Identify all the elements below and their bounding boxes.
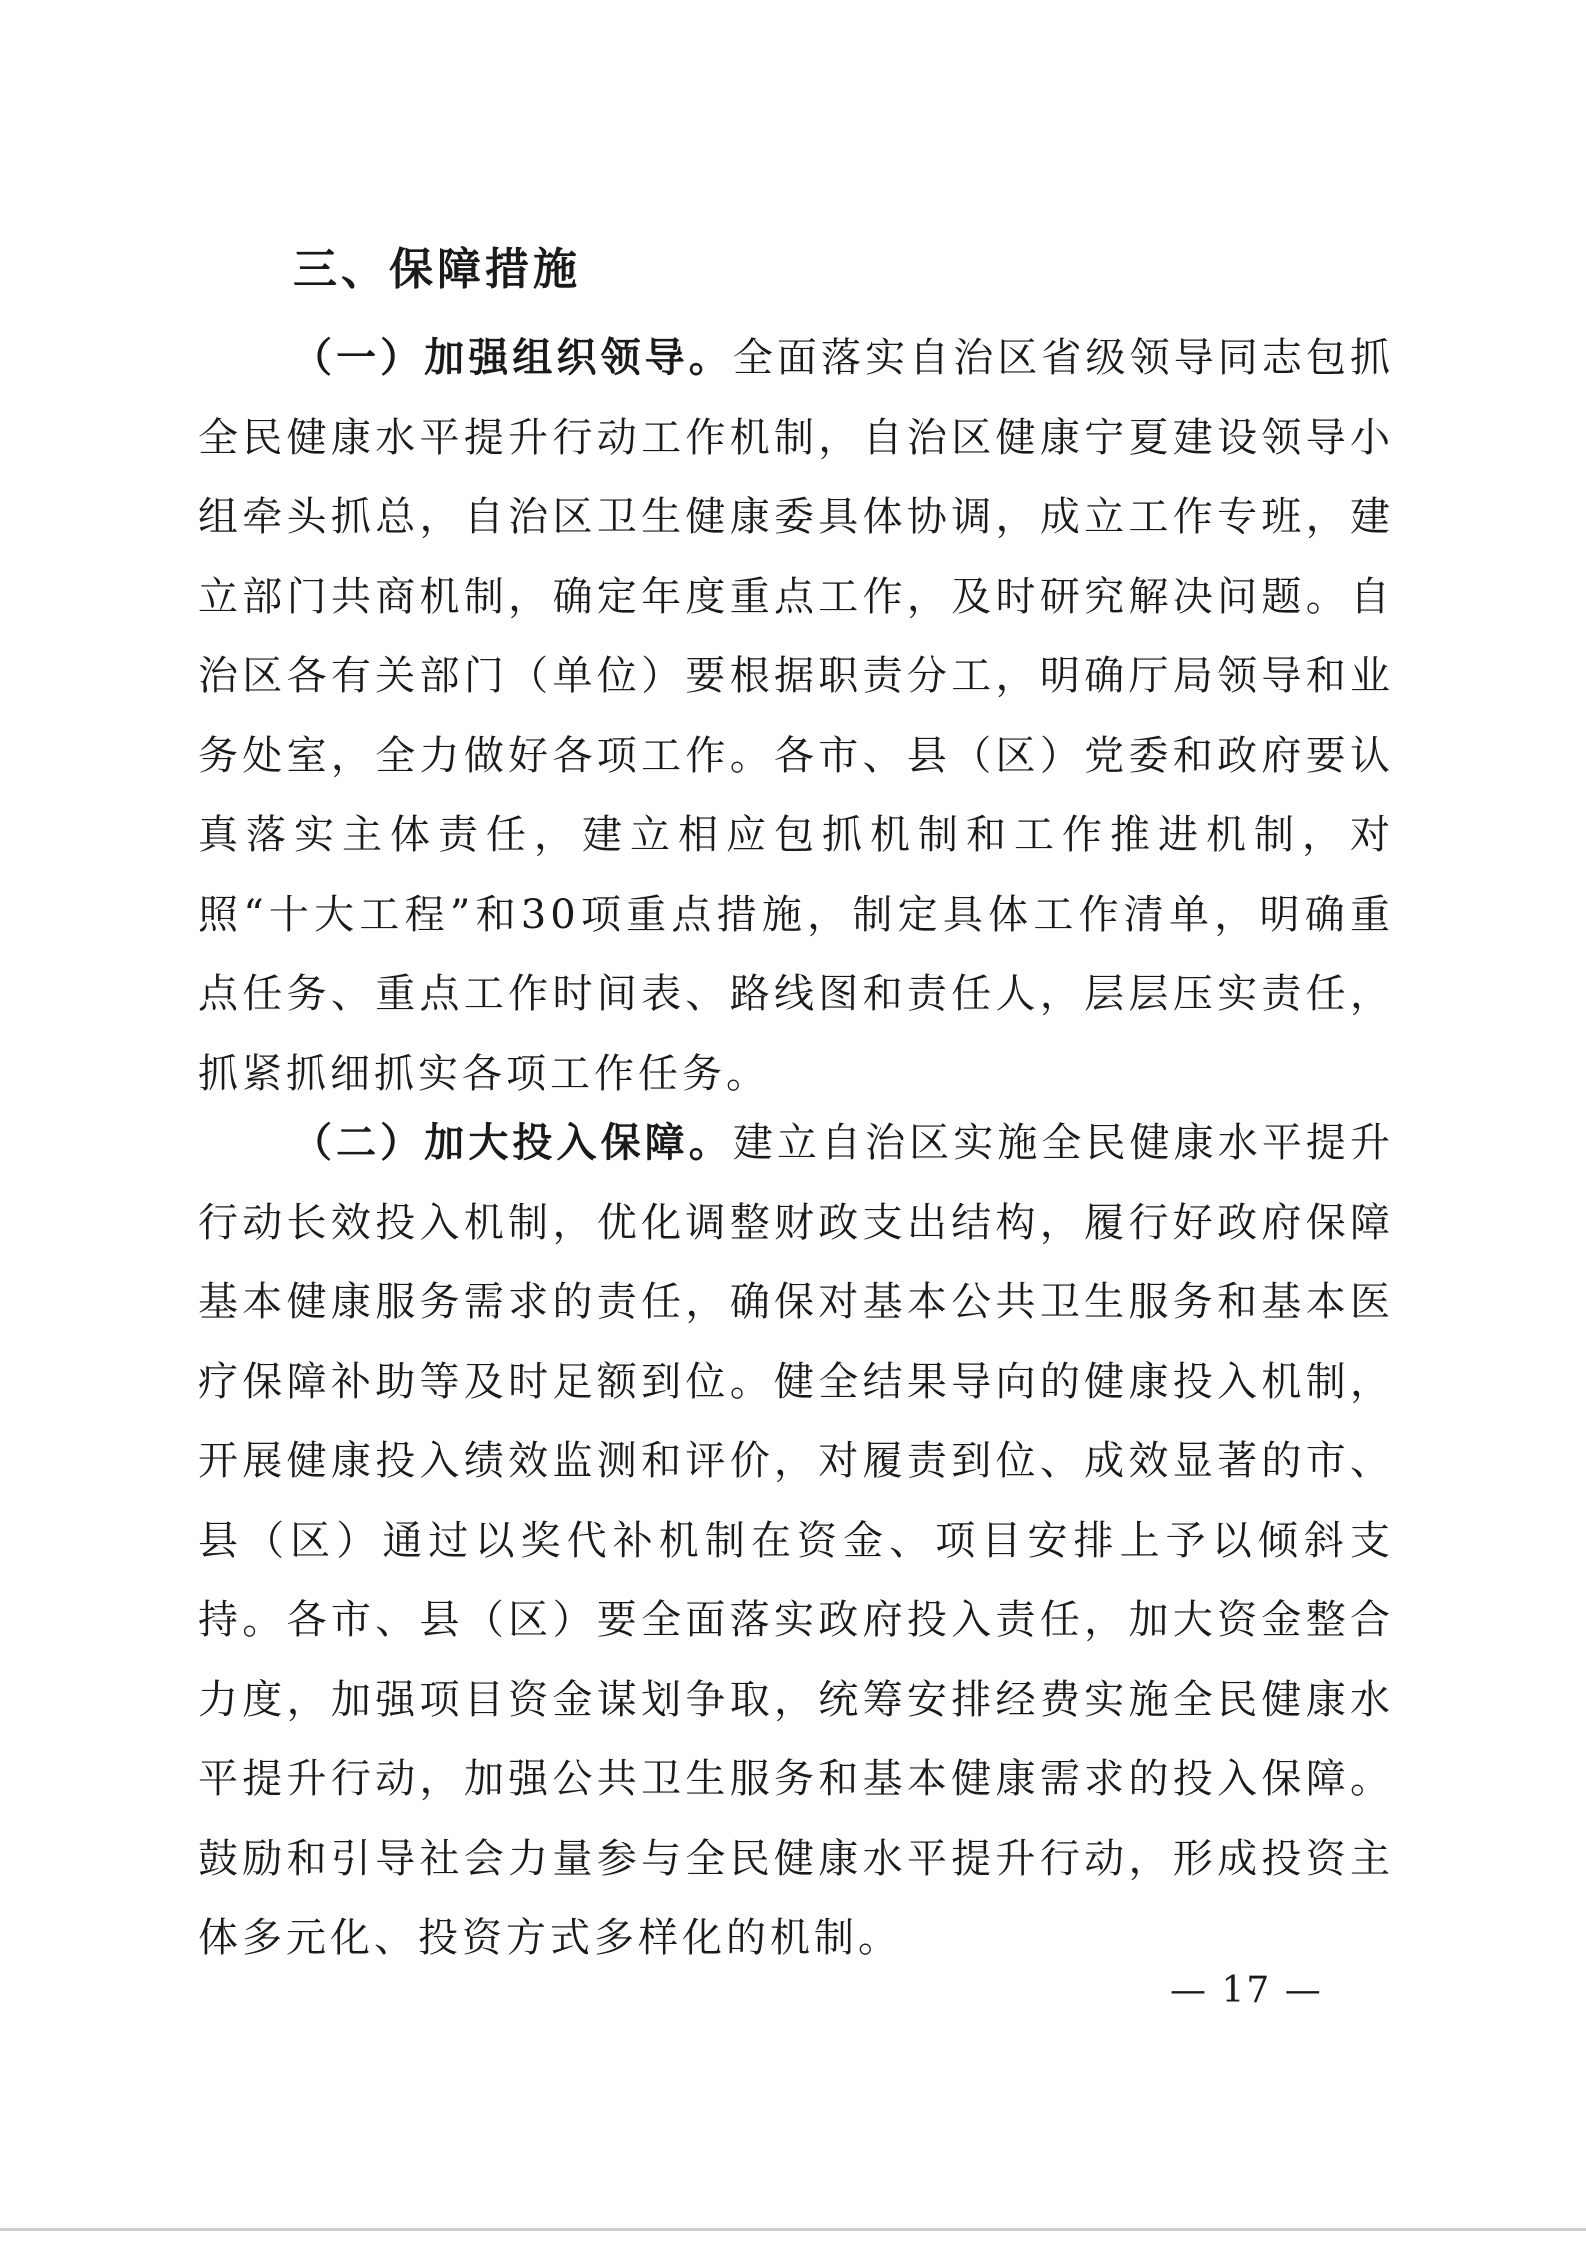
paragraph-heading: （一）加强组织领导。 [292, 334, 733, 381]
paragraph-body: 全面落实自治区省级领导同志包抓全民健康水平提升行动工作机制，自治区健康宁夏建设领导小组牵头抓总，自治区卫生健康委具体协调，成立工作专班，建立部门共商机制，确定年度重点工作，及时研究解决问题。自治区各有关部门（单位）要根据职责分工，明确厅局领导和业务处室，全力做好各项工作。各市、县（区）党委和政府要认真落实主体责任，建立相应包抓机制和工作推进机制，对照“十大工程”和30项重点措施，制定具体工作清单，明确重点任务、重点工作时间表、路线图和责任人，层层压实责任，抓紧抓细抓实各项工作任务。 [198, 335, 1395, 1097]
paragraph-body: 建立自治区实施全民健康水平提升行动长效投入机制，优化调整财政支出结构，履行好政府保障基本健康服务需求的责任，确保对基本公共卫生服务和基本医疗保障补助等及时足额到位。健全结果导向的健康投入机制，开展健康投入绩效监测和评价，对履责到位、成效显著的市、县（区）通过以奖代补机制在资金、项目安排上予以倾斜支持。各市、县（区）要全面落实政府投入责任，加大资金整合力度，加强项目资金谋划争取，统筹安排经费实施全民健康水平提升行动，加强公共卫生服务和基本健康需求的投入保障。鼓励和引导社会力量参与全民健康水平提升行动，形成投资主体多元化、投资方式多样化的机制。 [198, 1120, 1395, 1961]
section-heading: 三、保障措施 [293, 244, 581, 295]
scan-bottom-edge [0, 2228, 1586, 2231]
page-number: — 17 — [1170, 1970, 1323, 2011]
paragraph-heading: （二）加大投入保障。 [292, 1119, 733, 1166]
paragraph-investment-guarantee [198, 1103, 1394, 1979]
paragraph-organization-leadership [198, 318, 1394, 1114]
